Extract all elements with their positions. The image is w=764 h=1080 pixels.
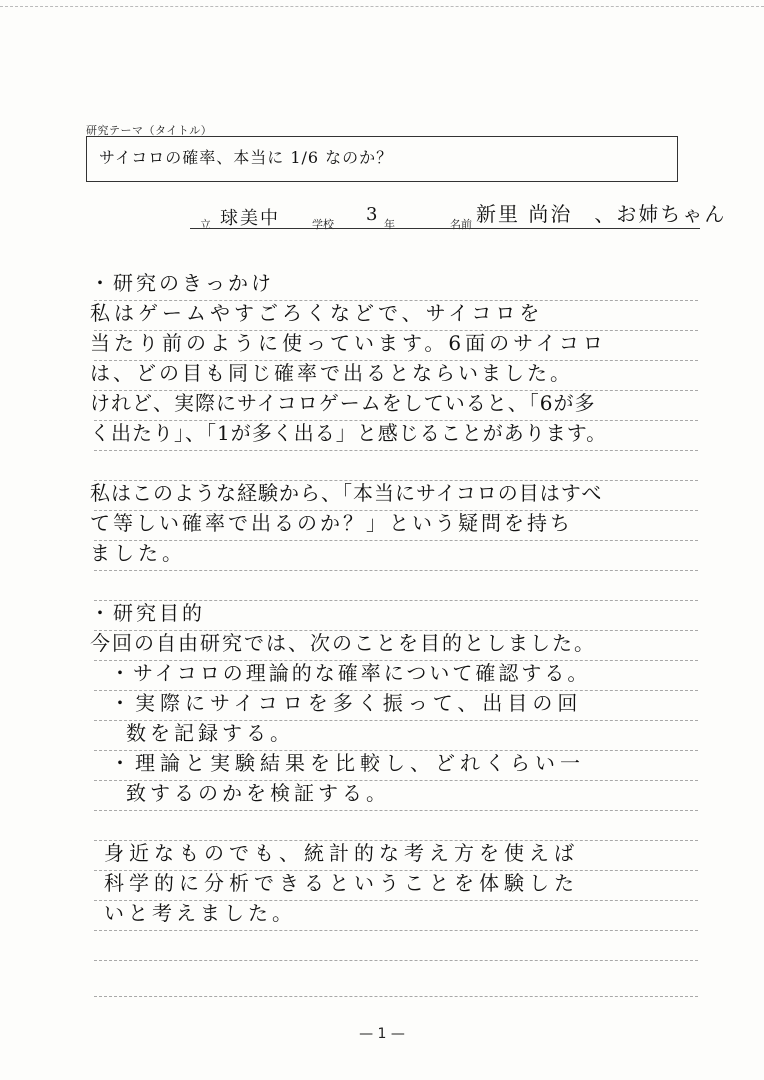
closing-line: 科学的に分析できるということを体験した bbox=[104, 871, 579, 895]
school-label: 学校 bbox=[312, 218, 334, 231]
purpose-heading: ・研究目的 bbox=[90, 601, 205, 625]
purpose-item: ・実際にサイコロを多く振って、出目の回 bbox=[110, 691, 583, 715]
motivation-heading: ・研究のきっかけ bbox=[90, 271, 274, 295]
motivation-line: は、どの目も同じ確率で出るとならいました。 bbox=[90, 361, 573, 385]
school-suffix: 立 bbox=[200, 218, 211, 231]
purpose-item: ・理論と実験結果を比較し、どれくらい一 bbox=[110, 751, 585, 775]
motivation-line: 私はこのような経験から、「本当にサイコロの目はすべ bbox=[90, 481, 603, 505]
page-number: — 1 — bbox=[359, 1026, 405, 1042]
motivation-line: けれど、実際にサイコロゲームをしていると、「6が多 bbox=[90, 391, 596, 415]
name-value: 新里 尚治 、お姉ちゃん bbox=[476, 202, 727, 226]
name-label: 名前 bbox=[450, 218, 472, 231]
purpose-item: ・サイコロの理論的な確率について確認する。 bbox=[110, 661, 591, 685]
theme-box bbox=[86, 136, 678, 182]
purpose-item: 致するのかを検証する。 bbox=[126, 781, 390, 805]
ruled-line bbox=[94, 996, 698, 997]
ruled-line bbox=[94, 930, 698, 931]
theme-label: 研究テーマ（タイトル） bbox=[86, 124, 213, 137]
top-border-line bbox=[0, 6, 764, 7]
ruled-line bbox=[94, 450, 698, 451]
ruled-line bbox=[94, 810, 698, 811]
school-name: 球美中 bbox=[220, 208, 280, 229]
ruled-line bbox=[94, 570, 698, 571]
motivation-line: ました。 bbox=[90, 541, 186, 565]
grade-label: 年 bbox=[384, 218, 395, 231]
info-underline bbox=[190, 228, 700, 229]
ruled-line bbox=[94, 960, 698, 961]
theme-text: サイコロの確率、本当に 1/6 なのか？ bbox=[99, 148, 394, 167]
grade-value: 3 bbox=[366, 204, 378, 225]
motivation-line: 私はゲームやすごろくなどで、サイコロを bbox=[90, 301, 544, 325]
motivation-line: 当たり前のように使っています。6面のサイコロ bbox=[90, 331, 607, 355]
purpose-intro: 今回の自由研究では、次のことを目的としました。 bbox=[90, 631, 596, 655]
purpose-item: 数を記録する。 bbox=[126, 721, 294, 745]
closing-line: いと考えました。 bbox=[104, 901, 296, 925]
motivation-line: く出たり」、「1が多く出る」と感じることがあります。 bbox=[90, 421, 608, 445]
closing-line: 身近なものでも、統計的な考え方を使えば bbox=[104, 841, 579, 865]
motivation-line: て等しい確率で出るのか？」という疑問を持ち bbox=[90, 511, 573, 535]
